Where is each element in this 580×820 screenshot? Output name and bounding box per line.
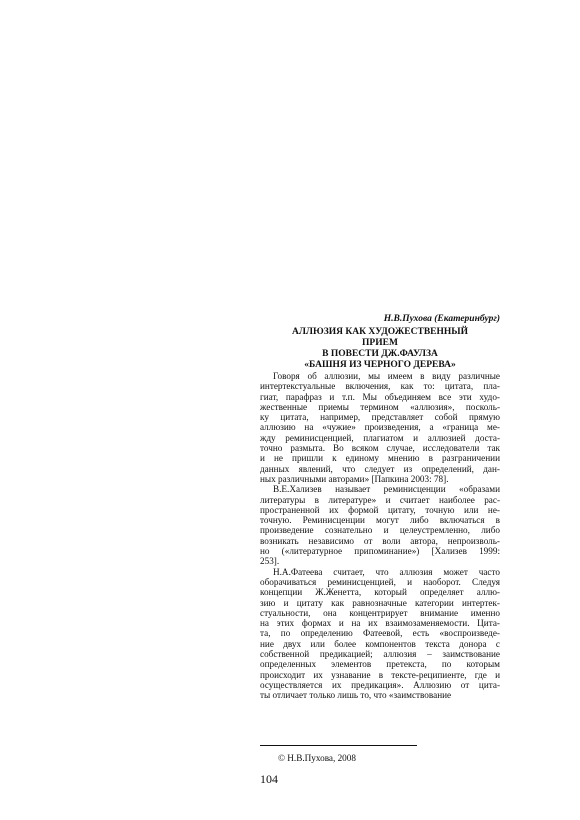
text-line: В.Е.Хализев называет реминисценции «образами [273, 484, 500, 495]
page-number: 104 [260, 772, 278, 786]
text-line: Говоря об аллюзии, мы имеем в виду различные [273, 371, 500, 381]
text-line: точную. Реминисценции могут либо включаться в [260, 515, 500, 526]
text-line: но («литературное припоминание») [Хализев 1999: [260, 546, 500, 557]
text-line: ты отличает только лишь то, что «заимствование [260, 690, 452, 701]
text-line: точно размыта. Во всяком случае, исследователи так [260, 443, 500, 454]
article-author: Н.В.Пухова (Екатеринбург) [383, 314, 500, 324]
title-line: «БАШНЯ ИЗ ЧЕРНОГО ДЕРЕВА» [304, 360, 456, 370]
copyright-footnote: © Н.В.Пухова, 2008 [278, 753, 356, 763]
text-line: литературы в литературе» и считает наиболее рас- [260, 494, 500, 505]
footnote-divider [260, 745, 417, 746]
text-line: возникать независимо от воли автора, непроизволь- [260, 535, 500, 546]
title-line: АЛЛЮЗИЯ КАК ХУДОЖЕСТВЕННЫЙ [291, 327, 469, 337]
paragraph [260, 371, 500, 484]
text-line: пространенной их формой цитату, точную или не- [260, 504, 500, 515]
text-line: Н.А.Фатеева считает, что аллюзия может часто [273, 566, 500, 577]
text-line: происходит их узнавание в тексте-реципиенте, где и [260, 669, 500, 680]
article-title [260, 327, 500, 371]
text-line: определенных элементов претекста, по которым [260, 659, 500, 670]
text-line: гиат, парафраз и т.п. Мы объединяем все эти худо- [260, 391, 500, 402]
text-line: жду реминисценцией, плагиатом и аллюзией доста- [260, 432, 500, 443]
text-line: зию и цитату как равнозначные категории интертек- [260, 597, 500, 608]
text-line: концепции Ж.Женетта, который определяет аллю- [260, 587, 500, 598]
text-line: собственной предикацией; аллюзия – заимствование [260, 649, 500, 660]
text-line: интертекстуальные включения, как то: цитата, пла- [260, 381, 500, 392]
title-line: ПРИЕМ [362, 338, 398, 348]
text-line: оборачиваться реминисценцией, и наоборот. Следуя [260, 576, 500, 587]
text-line: 253]. [260, 556, 280, 567]
text-line: ние двух или более компонентов текста донора с [260, 638, 500, 649]
text-line: жественные приемы термином «аллюзия», посколь- [260, 401, 500, 412]
text-line: та, по определению Фатеевой, есть «воспроизведе- [260, 628, 500, 639]
paragraph [260, 484, 500, 566]
text-line: ку цитата, например, представляет собой прямую [260, 412, 500, 423]
text-line: аллюзию на «чужие» произведения, а «граница ме- [260, 422, 500, 433]
text-line: данных явлений, что следует из определений, дан- [260, 463, 500, 474]
article-column [260, 313, 500, 701]
title-line: В ПОВЕСТИ ДЖ.ФАУЛЗА [322, 349, 438, 359]
text-line: произведение сознательно и целеустремленно, либо [260, 525, 500, 536]
text-line: осуществляется их предикация». Аллюзию от цита- [260, 679, 500, 690]
text-line: стуальности, она концентрирует внимание именно [260, 607, 500, 618]
text-line: ных различными авторами» [Папкина 2003: 78]. [260, 473, 449, 484]
text-line: и не пришли к единому мнению в разграничении [260, 453, 500, 464]
text-line: на этих формах и на их взаимозаменяемости. Цита- [260, 618, 500, 629]
paragraph [260, 567, 500, 701]
article-body [260, 371, 500, 701]
